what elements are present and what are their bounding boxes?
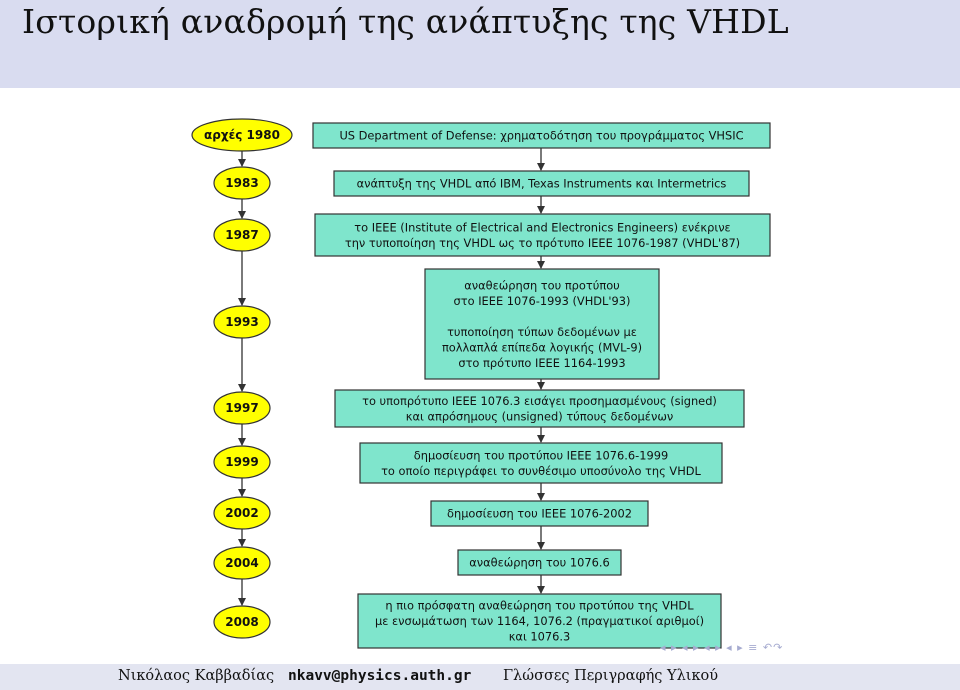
event-node bbox=[334, 171, 749, 196]
event-text-line: και 1076.3 bbox=[508, 629, 571, 644]
footer-course: Γλώσσες Περιγραφής Υλικού bbox=[503, 668, 719, 684]
year-label: αρχές 1980 bbox=[204, 128, 280, 142]
event-node bbox=[335, 390, 744, 427]
event-text-line: στο IEEE 1076-1993 (VHDL'93) bbox=[453, 293, 631, 308]
footer-author: Νικόλαος Καββαδίας bbox=[118, 668, 275, 684]
event-text-line: το IEEE (Institute of Electrical and Electronics Engineers) ενέκρινε bbox=[354, 220, 731, 235]
year-node bbox=[214, 306, 270, 338]
year-node bbox=[214, 219, 270, 251]
event-node bbox=[431, 501, 648, 526]
footer-email: nkavv@physics.auth.gr bbox=[288, 668, 472, 684]
event-text-line: πολλαπλά επίπεδα λογικής (MVL-9) bbox=[441, 340, 643, 355]
event-node bbox=[313, 123, 770, 148]
event-text-line: αναθεώρηση του προτύπου bbox=[464, 278, 620, 293]
year-node bbox=[192, 119, 292, 151]
slide-title: Ιστορική αναδρομή της ανάπτυξης της VHDL bbox=[22, 2, 789, 41]
year-label: 1999 bbox=[225, 455, 259, 469]
year-label: 1987 bbox=[225, 228, 259, 242]
event-text-line: και απρόσημους (unsigned) τύπους δεδομένων bbox=[405, 409, 674, 424]
year-node bbox=[214, 446, 270, 478]
event-text-line: ανάπτυξη της VHDL από IBM, Texas Instruments και Intermetrics bbox=[356, 176, 727, 191]
year-label: 2002 bbox=[225, 506, 259, 520]
year-label: 2004 bbox=[225, 556, 259, 570]
year-label: 1983 bbox=[225, 176, 259, 190]
event-text-line: δημοσίευση του προτύπου IEEE 1076.6-1999 bbox=[413, 448, 669, 463]
event-text-line: US Department of Defense: χρηματοδότηση του προγράμματος VHSIC bbox=[339, 128, 744, 143]
event-node bbox=[425, 269, 659, 379]
year-node bbox=[214, 167, 270, 199]
year-node bbox=[214, 606, 270, 638]
beamer-navigation[interactable]: ◂ ▸ ◂ ▸ ◂ ▸ ◂ ▸ ≡ ↶↷ bbox=[660, 641, 784, 654]
event-node bbox=[458, 550, 621, 575]
event-text-line: τυποποίηση τύπων δεδομένων με bbox=[447, 324, 637, 339]
year-label: 1997 bbox=[225, 401, 259, 415]
event-node bbox=[360, 443, 722, 483]
event-text-line: στο πρότυπο IEEE 1164-1993 bbox=[458, 355, 626, 370]
event-text-line: το οποίο περιγράφει το συνθέσιμο υποσύνολο της VHDL bbox=[381, 463, 701, 478]
slide-footer bbox=[0, 664, 960, 690]
event-text-line: με ενσωμάτωση των 1164, 1076.2 (πραγματικοί αριθμοί) bbox=[374, 614, 705, 628]
year-label: 2008 bbox=[225, 615, 259, 629]
event-text-line: την τυποποίηση της VHDL ως το πρότυπο IEEE 1076-1987 (VHDL'87) bbox=[344, 235, 741, 250]
event-node bbox=[315, 214, 770, 256]
year-node bbox=[214, 547, 270, 579]
event-node bbox=[358, 594, 721, 648]
event-text-line: το υποπρότυπο IEEE 1076.3 εισάγει προσημασμένους (signed) bbox=[362, 393, 717, 408]
event-text-line: δημοσίευση του IEEE 1076-2002 bbox=[447, 506, 632, 521]
year-node bbox=[214, 392, 270, 424]
year-node bbox=[214, 497, 270, 529]
year-label: 1993 bbox=[225, 315, 259, 329]
event-text-line: η πιο πρόσφατη αναθεώρηση του προτύπου της VHDL bbox=[385, 598, 694, 613]
event-text-line: αναθεώρηση του 1076.6 bbox=[469, 555, 610, 570]
